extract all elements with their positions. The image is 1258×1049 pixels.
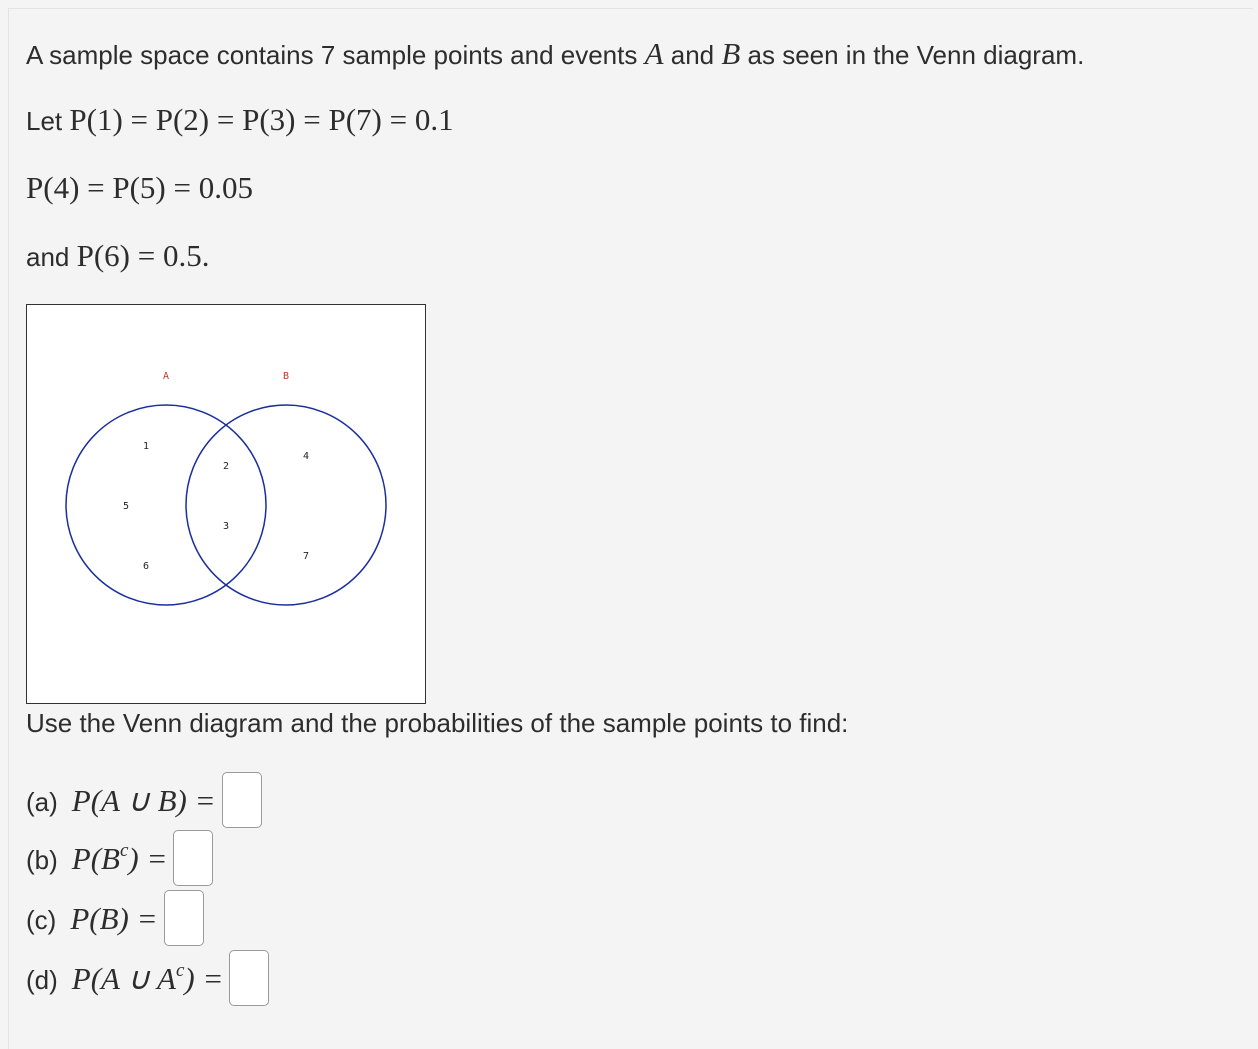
- prob-equation-2: P(4) = P(5) = 0.05: [26, 170, 253, 205]
- question-b-expression: [72, 841, 168, 876]
- circle-b: [186, 405, 386, 605]
- question-b-expr-end: ) =: [128, 840, 168, 876]
- question-d-expr-end: ) =: [184, 960, 224, 996]
- question-a-expr-end: =: [186, 782, 216, 818]
- venn-svg: [27, 305, 425, 703]
- instruction-text: [26, 708, 848, 739]
- intro-text: [26, 36, 1084, 72]
- question-a-expr-main: P(A ∪ B): [71, 782, 187, 818]
- and-label: and: [26, 242, 77, 272]
- instruction-label: Use the Venn diagram and the probabilities of the sample points to find:: [26, 708, 849, 738]
- question-a-expression: [72, 783, 216, 818]
- question-a-label: (a): [26, 786, 58, 817]
- answer-input-d[interactable]: [229, 950, 269, 1006]
- answer-input-c[interactable]: [164, 890, 204, 946]
- prob-equation-1: P(1) = P(2) = P(3) = P(7) = 0.1: [69, 102, 454, 137]
- intro-part-1: A sample space contains 7 sample points and events: [26, 40, 645, 70]
- question-d: [26, 954, 269, 1010]
- label-b: B: [282, 371, 290, 382]
- prob-equation-3: P(6) = 0.5.: [76, 238, 210, 273]
- intro-part-2: and: [663, 40, 722, 70]
- answer-input-b[interactable]: [173, 830, 213, 886]
- question-d-expr-main: P(A ∪ A: [71, 960, 176, 996]
- intro-part-3: as seen in the Venn diagram.: [740, 40, 1085, 70]
- point-6: 6: [142, 561, 150, 572]
- question-c-expr-end: =: [128, 900, 158, 936]
- point-7: 7: [302, 551, 310, 562]
- venn-diagram: [26, 304, 426, 704]
- question-b-label: (b): [26, 844, 58, 875]
- point-3: 3: [222, 521, 230, 532]
- probabilities-line-2: [26, 170, 253, 206]
- complement-superscript: c: [119, 839, 129, 861]
- complement-superscript: c: [175, 959, 185, 981]
- point-2: 2: [222, 461, 230, 472]
- question-b-expr-main: P(B: [71, 840, 120, 876]
- question-b: [26, 834, 213, 890]
- question-c: [26, 894, 204, 950]
- probabilities-line-1: [26, 102, 454, 138]
- question-c-expr-main: P(B): [70, 900, 129, 936]
- question-d-label: (d): [26, 964, 58, 995]
- event-b-symbol: B: [721, 36, 741, 71]
- point-4: 4: [302, 451, 310, 462]
- event-a-symbol: A: [644, 36, 664, 71]
- circle-a: [66, 405, 266, 605]
- point-5: 5: [122, 501, 130, 512]
- label-a: A: [162, 371, 170, 382]
- answer-input-a[interactable]: [222, 772, 262, 828]
- question-a: [26, 776, 262, 832]
- question-c-label: (c): [26, 904, 57, 935]
- probabilities-line-3: [26, 238, 209, 274]
- question-c-expression: [70, 901, 157, 936]
- question-d-expression: [72, 961, 224, 996]
- let-label: Let: [26, 106, 70, 136]
- point-1: 1: [142, 441, 150, 452]
